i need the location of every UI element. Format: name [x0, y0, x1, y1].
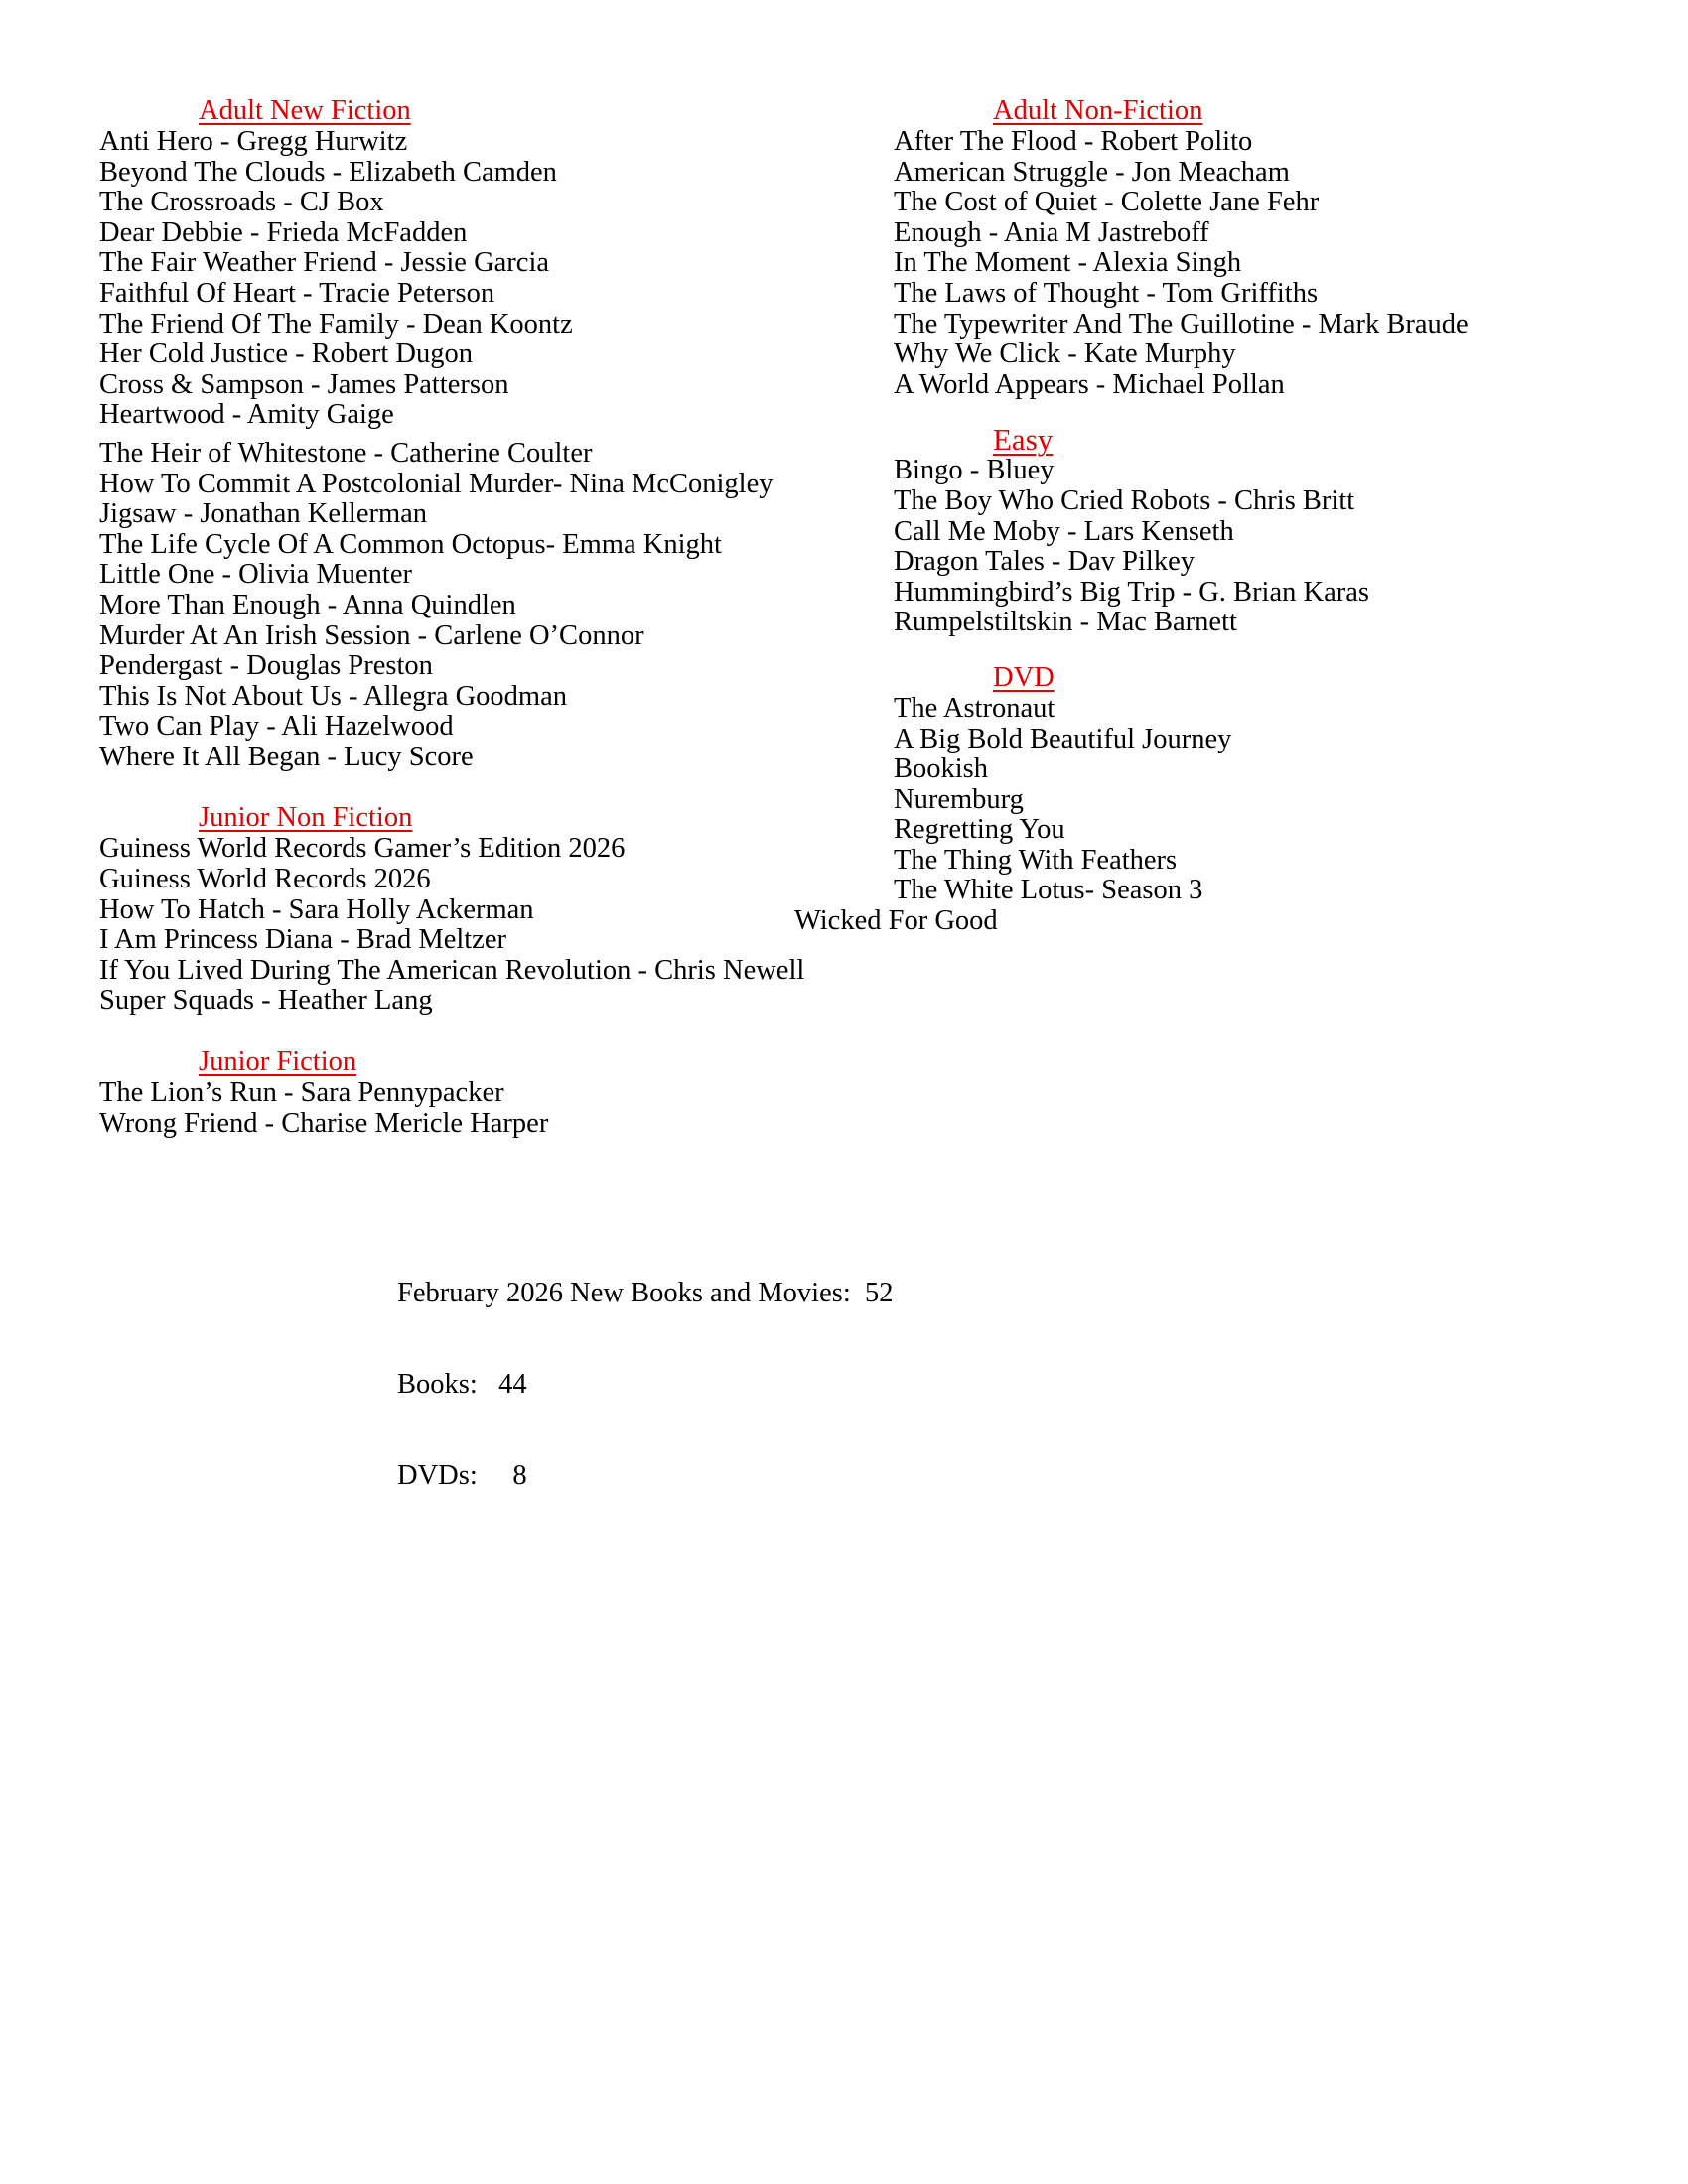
list-item: Call Me Moby - Lars Kenseth — [894, 515, 1234, 547]
list-item: How To Hatch - Sara Holly Ackerman — [99, 893, 534, 925]
list-item: Dragon Tales - Dav Pilkey — [894, 546, 1195, 578]
section-heading-adult-new-fiction: Adult New Fiction — [199, 95, 411, 126]
list-item: Pendergast - Douglas Preston — [99, 650, 433, 682]
list-item: Her Cold Justice - Robert Dugon — [99, 339, 473, 370]
list-item: A Big Bold Beautiful Journey — [894, 723, 1232, 754]
adult-new-fiction-list-b — [99, 439, 794, 773]
list-item: Guiness World Records 2026 — [99, 864, 431, 895]
list-item: The Thing With Feathers — [894, 844, 1178, 876]
list-item: The Typewriter And The Guillotine - Mark Braude — [894, 308, 1469, 340]
list-item: Jigsaw - Jonathan Kellerman — [99, 498, 428, 530]
list-item: Beyond The Clouds - Elizabeth Camden — [99, 156, 557, 188]
summary-total: February 2026 New Books and Movies: 52 — [397, 1278, 894, 1309]
list-item: Regretting You — [894, 814, 1065, 846]
list-item: Hummingbird’s Big Trip - G. Brian Karas — [894, 576, 1369, 608]
list-item: The Lion’s Run - Sara Pennypacker — [99, 1077, 504, 1109]
list-item: Nuremburg — [894, 783, 1024, 815]
list-item: Rumpelstiltskin - Mac Barnett — [894, 607, 1237, 638]
list-item: In The Moment - Alexia Singh — [894, 247, 1242, 279]
list-item: The Crossroads - CJ Box — [99, 187, 384, 218]
list-item: The Astronaut — [894, 692, 1055, 724]
list-item: Heartwood - Amity Gaige — [99, 399, 394, 431]
list-item: The Heir of Whitestone - Catherine Coulter — [99, 437, 593, 469]
list-item: If You Lived During The American Revolution - Chris Newell — [99, 954, 805, 986]
junior-fiction-list — [99, 1078, 794, 1139]
list-item: This Is Not About Us - Allegra Goodman — [99, 680, 568, 712]
list-item: More Than Enough - Anna Quindlen — [99, 589, 516, 620]
list-item: Anti Hero - Gregg Hurwitz — [99, 126, 408, 157]
list-item: Guiness World Records Gamer’s Edition 2026 — [99, 833, 626, 865]
list-item: Super Squads - Heather Lang — [99, 985, 433, 1017]
section-heading-dvd: DVD — [993, 661, 1055, 693]
list-item: Cross & Sampson - James Patterson — [99, 368, 509, 400]
section-heading-junior-non-fiction: Junior Non Fiction — [199, 802, 413, 834]
left-column — [99, 95, 805, 1139]
list-item: After The Flood - Robert Polito — [894, 126, 1253, 157]
list-item: I Am Princess Diana - Brad Meltzer — [99, 924, 506, 956]
list-item: The White Lotus- Season 3 — [894, 875, 1203, 906]
summary-block — [397, 1218, 894, 1522]
easy-list — [894, 456, 1589, 638]
list-item: The Laws of Thought - Tom Griffiths — [894, 277, 1319, 309]
list-item: The Friend Of The Family - Dean Koontz — [99, 308, 573, 340]
list-item: The Life Cycle Of A Common Octopus- Emma Knight — [99, 528, 722, 560]
section-heading-adult-non-fiction: Adult Non-Fiction — [993, 95, 1203, 126]
dvd-list — [794, 692, 1589, 937]
list-item: A World Appears - Michael Pollan — [894, 368, 1285, 400]
list-item: Faithful Of Heart - Tracie Peterson — [99, 277, 495, 309]
list-item: Wrong Friend - Charise Mericle Harper — [99, 1107, 549, 1139]
junior-non-fiction-list — [99, 833, 805, 1017]
right-column — [794, 95, 1589, 937]
list-item: Bingo - Bluey — [894, 455, 1055, 486]
list-item: How To Commit A Postcolonial Murder- Nina McConigley — [99, 468, 774, 499]
adult-non-fiction-list — [894, 127, 1589, 400]
list-item: American Struggle - Jon Meacham — [894, 156, 1290, 188]
section-heading-junior-fiction: Junior Fiction — [199, 1046, 357, 1078]
list-item: The Cost of Quiet - Colette Jane Fehr — [894, 187, 1320, 218]
section-heading-easy: Easy — [993, 422, 1054, 458]
summary-dvds: DVDs: 8 — [397, 1459, 527, 1491]
list-item: Little One - Olivia Muenter — [99, 559, 412, 591]
list-item: Bookish — [894, 753, 989, 785]
list-item: Two Can Play - Ali Hazelwood — [99, 711, 454, 743]
list-item: Wicked For Good — [794, 905, 998, 937]
list-item: Murder At An Irish Session - Carlene O’Connor — [99, 619, 644, 651]
list-item: Enough - Ania M Jastreboff — [894, 216, 1209, 248]
list-item: The Boy Who Cried Robots - Chris Britt — [894, 484, 1355, 516]
adult-new-fiction-list-a — [99, 127, 794, 431]
list-item: The Fair Weather Friend - Jessie Garcia — [99, 247, 550, 279]
list-item: Where It All Began - Lucy Score — [99, 741, 474, 772]
summary-books: Books: 44 — [397, 1368, 527, 1400]
list-item: Why We Click - Kate Murphy — [894, 339, 1236, 370]
list-item: Dear Debbie - Frieda McFadden — [99, 216, 468, 248]
